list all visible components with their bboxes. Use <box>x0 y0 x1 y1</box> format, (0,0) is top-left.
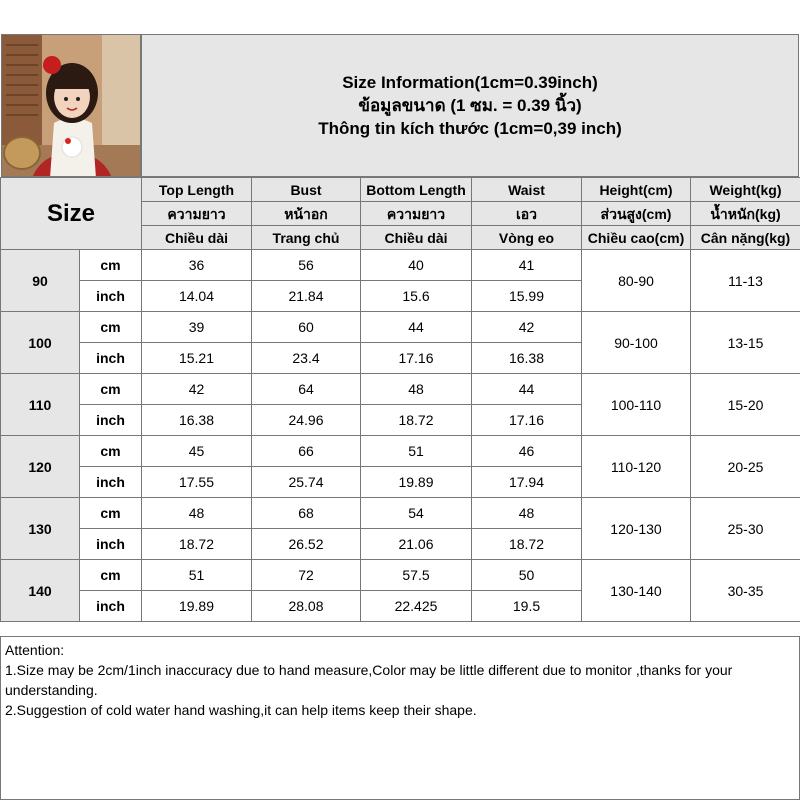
inch-value: 14.04 <box>142 281 252 312</box>
cm-value: 44 <box>472 374 582 405</box>
cm-value: 48 <box>142 498 252 529</box>
product-photo <box>1 34 141 177</box>
unit-inch-label: inch <box>80 405 142 436</box>
inch-value: 19.89 <box>361 467 472 498</box>
inch-value: 18.72 <box>361 405 472 436</box>
cm-value: 68 <box>252 498 361 529</box>
cm-value: 46 <box>472 436 582 467</box>
col-weight-vi: Cân nặng(kg) <box>691 226 800 250</box>
inch-value: 16.38 <box>142 405 252 436</box>
weight-range: 20-25 <box>691 436 800 498</box>
unit-cm-label: cm <box>80 436 142 467</box>
height-range: 90-100 <box>582 312 691 374</box>
inch-value: 15.99 <box>472 281 582 312</box>
cm-value: 44 <box>361 312 472 343</box>
header-title-en: Size Information(1cm=0.39inch) <box>342 73 598 92</box>
inch-value: 23.4 <box>252 343 361 374</box>
header-title-vi: Thông tin kích thước (1cm=0,39 inch) <box>318 119 622 138</box>
table-row <box>1 498 800 529</box>
col-waist-vi: Vòng eo <box>472 226 582 250</box>
cm-value: 66 <box>252 436 361 467</box>
col-height-en: Height(cm) <box>582 178 691 202</box>
size-value: 120 <box>1 436 80 498</box>
unit-cm-label: cm <box>80 250 142 281</box>
col-bust-th: หน้าอก <box>252 202 361 226</box>
cm-value: 51 <box>142 560 252 591</box>
notes-title: Attention: <box>5 642 65 658</box>
height-range: 100-110 <box>582 374 691 436</box>
girl-photo-illustration <box>2 35 141 177</box>
col-bottom-length-th: ความยาว <box>361 202 472 226</box>
height-range: 80-90 <box>582 250 691 312</box>
cm-value: 48 <box>472 498 582 529</box>
inch-value: 15.21 <box>142 343 252 374</box>
size-value: 110 <box>1 374 80 436</box>
inch-value: 16.38 <box>472 343 582 374</box>
weight-range: 30-35 <box>691 560 800 622</box>
table-row <box>1 560 800 591</box>
col-waist-th: เอว <box>472 202 582 226</box>
inch-value: 17.55 <box>142 467 252 498</box>
cm-value: 42 <box>142 374 252 405</box>
inch-value: 24.96 <box>252 405 361 436</box>
unit-inch-label: inch <box>80 591 142 622</box>
unit-cm-label: cm <box>80 560 142 591</box>
cm-value: 41 <box>472 250 582 281</box>
inch-value: 19.89 <box>142 591 252 622</box>
col-top-length-vi: Chiều dài <box>142 226 252 250</box>
col-bottom-length-vi: Chiều dài <box>361 226 472 250</box>
cm-value: 50 <box>472 560 582 591</box>
height-range: 120-130 <box>582 498 691 560</box>
size-value: 100 <box>1 312 80 374</box>
cm-value: 48 <box>361 374 472 405</box>
cm-value: 72 <box>252 560 361 591</box>
cm-value: 54 <box>361 498 472 529</box>
cm-value: 56 <box>252 250 361 281</box>
table-row <box>1 374 800 405</box>
weight-range: 13-15 <box>691 312 800 374</box>
size-table <box>0 177 800 622</box>
size-value: 140 <box>1 560 80 622</box>
inch-value: 15.6 <box>361 281 472 312</box>
notes-item-2: 2.Suggestion of cold water hand washing,it can help items keep their shape. <box>5 702 477 718</box>
inch-value: 22.425 <box>361 591 472 622</box>
col-bottom-length-en: Bottom Length <box>361 178 472 202</box>
header-title-th: ข้อมูลขนาด (1 ซม. = 0.39 นิ้ว) <box>358 96 582 115</box>
inch-value: 17.94 <box>472 467 582 498</box>
cm-value: 36 <box>142 250 252 281</box>
notes-item-1: 1.Size may be 2cm/1inch inaccuracy due to hand measure,Color may be little different due to monitor ,thanks for your understanding. <box>5 662 733 698</box>
inch-value: 17.16 <box>361 343 472 374</box>
unit-cm-label: cm <box>80 498 142 529</box>
inch-value: 25.74 <box>252 467 361 498</box>
cm-value: 39 <box>142 312 252 343</box>
unit-cm-label: cm <box>80 312 142 343</box>
unit-cm-label: cm <box>80 374 142 405</box>
cm-value: 51 <box>361 436 472 467</box>
height-range: 130-140 <box>582 560 691 622</box>
table-row <box>1 436 800 467</box>
unit-inch-label: inch <box>80 529 142 560</box>
size-column-header: Size <box>1 178 142 250</box>
unit-inch-label: inch <box>80 281 142 312</box>
cm-value: 42 <box>472 312 582 343</box>
table-row <box>1 250 800 281</box>
weight-range: 25-30 <box>691 498 800 560</box>
inch-value: 21.84 <box>252 281 361 312</box>
col-top-length-th: ความยาว <box>142 202 252 226</box>
height-range: 110-120 <box>582 436 691 498</box>
cm-value: 57.5 <box>361 560 472 591</box>
size-value: 130 <box>1 498 80 560</box>
inch-value: 18.72 <box>472 529 582 560</box>
unit-inch-label: inch <box>80 343 142 374</box>
header-row-en <box>1 178 800 202</box>
col-weight-th: น้ำหนัก(kg) <box>691 202 800 226</box>
cm-value: 60 <box>252 312 361 343</box>
inch-value: 17.16 <box>472 405 582 436</box>
col-height-vi: Chiều cao(cm) <box>582 226 691 250</box>
table-row <box>1 312 800 343</box>
weight-range: 15-20 <box>691 374 800 436</box>
attention-notes <box>0 636 800 800</box>
inch-value: 28.08 <box>252 591 361 622</box>
size-value: 90 <box>1 250 80 312</box>
col-top-length-en: Top Length <box>142 178 252 202</box>
col-bust-vi: Trang chủ <box>252 226 361 250</box>
weight-range: 11-13 <box>691 250 800 312</box>
col-height-th: ส่วนสูง(cm) <box>582 202 691 226</box>
cm-value: 45 <box>142 436 252 467</box>
cm-value: 64 <box>252 374 361 405</box>
col-weight-en: Weight(kg) <box>691 178 800 202</box>
size-info-header <box>141 34 799 177</box>
inch-value: 19.5 <box>472 591 582 622</box>
col-waist-en: Waist <box>472 178 582 202</box>
inch-value: 21.06 <box>361 529 472 560</box>
inch-value: 18.72 <box>142 529 252 560</box>
cm-value: 40 <box>361 250 472 281</box>
unit-inch-label: inch <box>80 467 142 498</box>
col-bust-en: Bust <box>252 178 361 202</box>
inch-value: 26.52 <box>252 529 361 560</box>
